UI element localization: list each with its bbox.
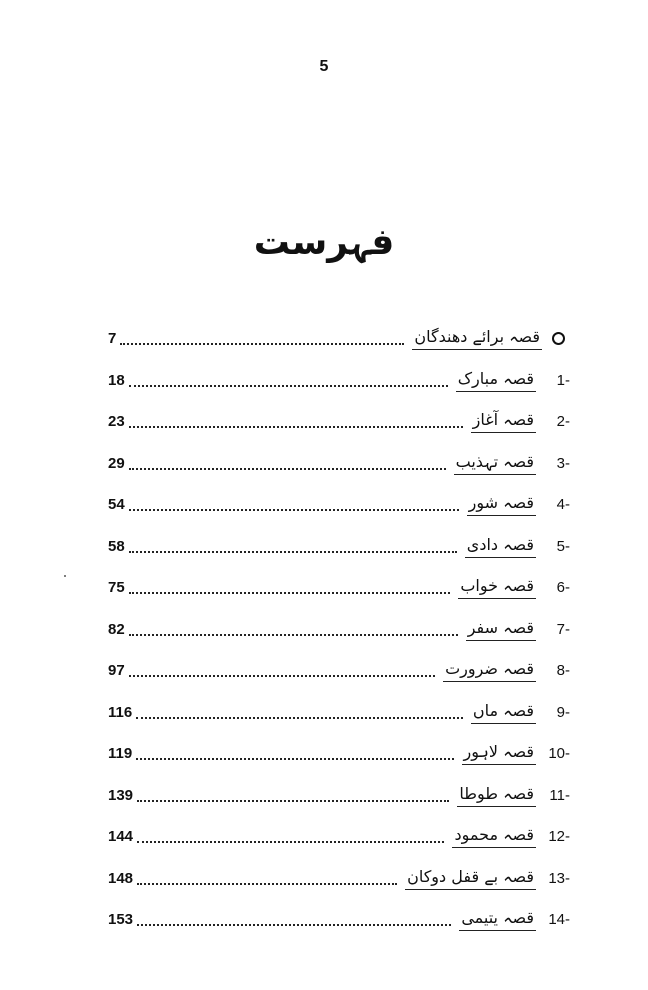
toc-entry-number: 12- <box>548 828 570 846</box>
page-number: 5 <box>319 58 329 75</box>
dot-leader <box>137 882 397 885</box>
toc-title: قصہ بے قفل دوکان <box>405 867 536 890</box>
toc-title: قصہ ماں <box>471 701 536 724</box>
toc-title: قصہ ضرورت <box>443 659 536 682</box>
toc-page-number: 82 <box>108 620 125 638</box>
dot-leader <box>129 674 435 677</box>
dot-leader <box>129 633 458 636</box>
dot-leader <box>137 799 449 802</box>
dot-leader <box>129 425 463 428</box>
toc-entry-number: 11- <box>549 786 570 804</box>
dot-leader <box>129 467 446 470</box>
toc-page-number: 29 <box>108 454 125 472</box>
toc-page-number: 116 <box>108 703 133 721</box>
toc-entry[interactable] <box>108 775 570 817</box>
scan-speck <box>64 575 66 577</box>
dot-leader <box>137 923 451 926</box>
toc-entry[interactable] <box>108 899 570 941</box>
toc-entry-number: 8- <box>556 662 570 680</box>
toc-entry-number: 13- <box>548 869 570 887</box>
toc-entry-number: 6- <box>556 579 570 597</box>
dot-leader <box>129 384 448 387</box>
toc-entry[interactable] <box>108 692 570 734</box>
toc-entry-number: 1- <box>556 371 570 389</box>
page-title: فہرست <box>253 222 395 263</box>
toc-page-number: 54 <box>108 496 125 514</box>
toc-entry[interactable] <box>108 858 570 900</box>
toc-entry[interactable] <box>108 567 570 609</box>
toc-entry[interactable] <box>108 360 570 402</box>
dot-leader <box>129 550 457 553</box>
toc-page-number: 75 <box>108 579 125 597</box>
toc-page-number: 144 <box>108 828 134 846</box>
toc-entry-number: 7- <box>556 620 570 638</box>
dot-leader <box>120 342 404 345</box>
toc-page-number: 23 <box>108 413 125 431</box>
toc-page-number: 139 <box>108 786 134 804</box>
dot-leader <box>136 757 453 760</box>
toc-entry[interactable] <box>108 318 570 360</box>
toc-title: قصہ تہذیب <box>454 452 536 475</box>
toc-entry[interactable] <box>108 733 570 775</box>
toc-title: قصہ لاہور <box>462 742 536 765</box>
toc-entry[interactable] <box>108 650 570 692</box>
toc-entry-number: 5- <box>556 537 570 555</box>
toc-page-number: 148 <box>108 869 134 887</box>
toc-title: قصہ مبارک <box>456 369 536 392</box>
toc-page-number: 97 <box>108 662 125 680</box>
dot-leader <box>129 591 451 594</box>
toc-page-number: 119 <box>108 745 133 763</box>
toc-entry[interactable] <box>108 401 570 443</box>
toc-entry[interactable] <box>108 484 570 526</box>
toc-entry-number: 4- <box>556 496 570 514</box>
toc-page-number: 18 <box>108 371 125 389</box>
toc-title: قصہ سفر <box>466 618 536 641</box>
toc-entry[interactable] <box>108 609 570 651</box>
toc-title: قصہ شور <box>467 493 536 516</box>
toc-entry[interactable] <box>108 816 570 858</box>
toc-entry-number: 10- <box>548 745 570 763</box>
toc-entry-number: 3- <box>556 454 570 472</box>
toc-page-number: 153 <box>108 911 134 929</box>
toc-title: قصہ محمود <box>452 825 536 848</box>
toc-title: قصہ آغاز <box>471 410 536 433</box>
toc-page-number: 7 <box>108 330 117 348</box>
toc-entry-number: 9- <box>556 703 570 721</box>
toc-entry[interactable] <box>108 443 570 485</box>
circle-bullet-icon <box>552 332 565 345</box>
toc-entry-number: 14- <box>548 911 570 929</box>
toc-page-number: 58 <box>108 537 125 555</box>
toc-title: قصہ برائے دھندگان <box>412 327 542 350</box>
dot-leader <box>137 840 444 843</box>
toc-title: قصہ دادی <box>465 535 536 558</box>
toc-title: قصہ خواب <box>458 576 536 599</box>
dot-leader <box>136 716 463 719</box>
table-of-contents <box>108 318 570 941</box>
toc-title: قصہ طوطا <box>457 784 536 807</box>
toc-entry-number: 2- <box>556 413 570 431</box>
toc-title: قصہ یتیمی <box>459 908 536 931</box>
dot-leader <box>129 508 459 511</box>
toc-entry[interactable] <box>108 526 570 568</box>
